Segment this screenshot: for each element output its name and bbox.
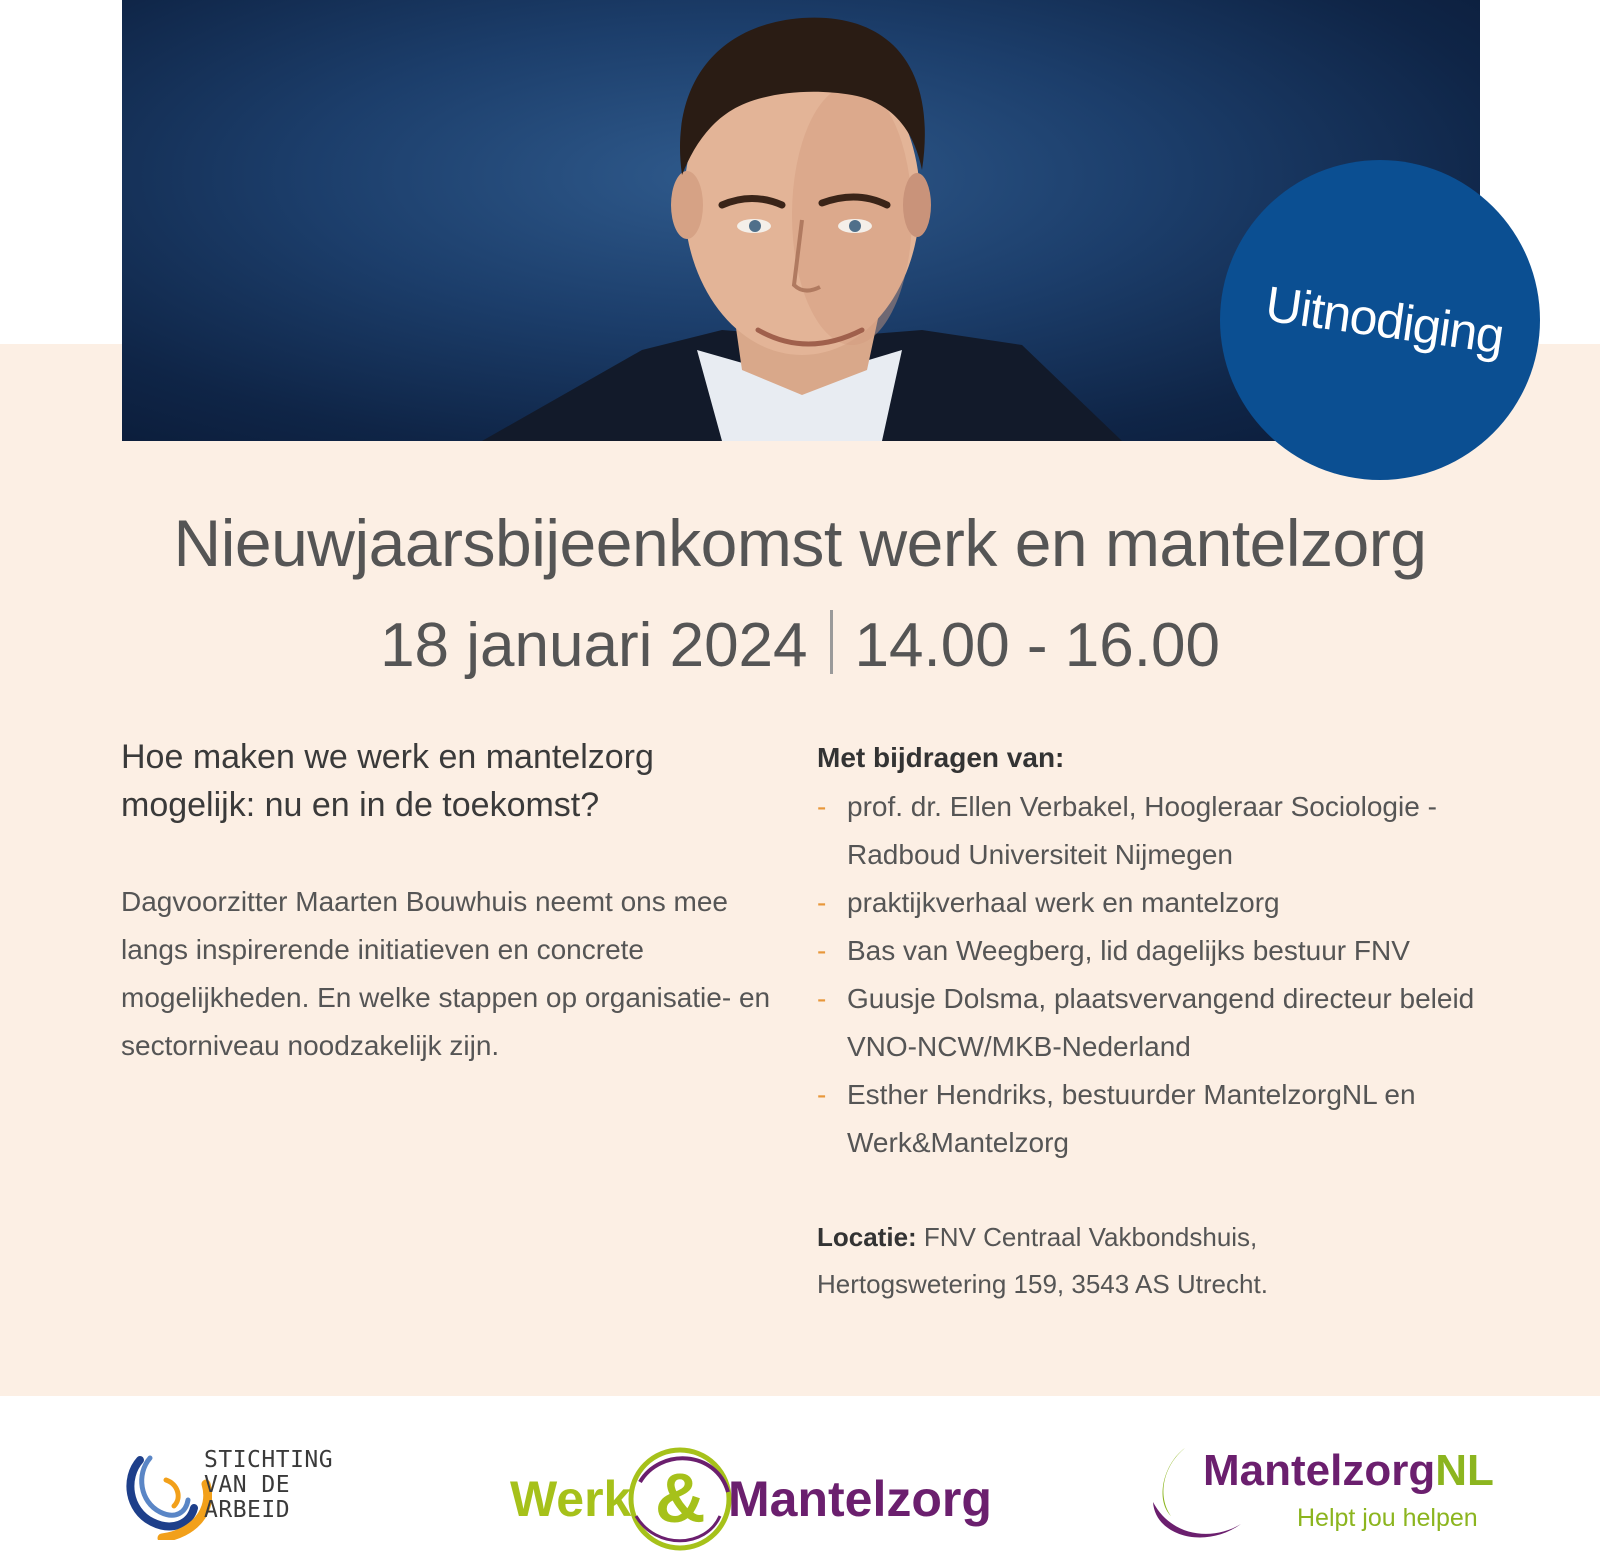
date-time-divider bbox=[830, 610, 833, 674]
contributions-list bbox=[817, 783, 1497, 1167]
stichting-line2: VAN DE ARBEID bbox=[204, 1472, 291, 1523]
contributions-section bbox=[817, 737, 1497, 1167]
lead-question: Hoe maken we werk en mantelzorg mogelijk: nu en in de toekomst? bbox=[121, 738, 654, 824]
location-label: Locatie: bbox=[817, 1222, 917, 1252]
event-date: 18 januari 2024 bbox=[380, 611, 808, 680]
contributor-text: prof. dr. Ellen Verbakel, Hoogleraar Sociologie - Radboud Universiteit Nijmegen bbox=[847, 791, 1437, 870]
event-time: 14.00 - 16.00 bbox=[854, 611, 1220, 680]
contributor-text: Guusje Dolsma, plaatsvervangend directeur beleid VNO-NCW/MKB-Nederland bbox=[847, 983, 1475, 1062]
contributor-text: Bas van Weegberg, lid dagelijks bestuur FNV bbox=[847, 935, 1410, 966]
stichting-line1: STICHTING bbox=[204, 1447, 334, 1473]
badge-text: Uitnodiging bbox=[1262, 275, 1508, 365]
bullet-dash: - bbox=[817, 791, 827, 822]
invitation-badge bbox=[1220, 160, 1540, 480]
stichting-swirl-icon bbox=[122, 1440, 212, 1540]
contributions-heading: Met bijdragen van: bbox=[817, 742, 1065, 773]
ampersand: & bbox=[655, 1459, 706, 1537]
list-item bbox=[817, 1071, 1497, 1167]
stichting-van-de-arbeid-logo bbox=[122, 1440, 372, 1540]
mantelzorg-word: Mantelzorg bbox=[728, 1471, 992, 1527]
werk-word: Werk bbox=[510, 1471, 632, 1527]
list-item bbox=[817, 975, 1497, 1071]
location-block bbox=[817, 1214, 1497, 1308]
location-line2: Hertogswetering 159, 3543 AS Utrecht. bbox=[817, 1269, 1268, 1299]
intro-paragraph: Dagvoorzitter Maarten Bouwhuis neemt ons mee langs inspirerende initiatieven en concrete mogelijkheden. En welke stappen op organisatie- en sectorniveau noodzakelijk zijn. bbox=[121, 886, 771, 1061]
mznl-tagline: Helpt jou helpen bbox=[1297, 1504, 1478, 1532]
contributor-text: Esther Hendriks, bestuurder MantelzorgNL en Werk&Mantelzorg bbox=[847, 1079, 1416, 1158]
bullet-dash: - bbox=[817, 935, 827, 966]
werk-en-mantelzorg-logo bbox=[510, 1444, 992, 1552]
list-item bbox=[817, 879, 1497, 927]
bullet-dash: - bbox=[817, 1079, 827, 1110]
mantelzorgnl-logo bbox=[1145, 1440, 1494, 1550]
event-datetime bbox=[0, 610, 1600, 681]
location-line1: FNV Centraal Vakbondshuis, bbox=[923, 1222, 1258, 1252]
mznl-name: Mantelzorg bbox=[1203, 1446, 1436, 1495]
event-title: Nieuwjaarsbijeenkomst werk en mantelzorg bbox=[173, 506, 1427, 580]
list-item bbox=[817, 783, 1497, 879]
mznl-suffix: NL bbox=[1435, 1446, 1494, 1495]
bullet-dash: - bbox=[817, 983, 827, 1014]
bullet-dash: - bbox=[817, 887, 827, 918]
contributor-text: praktijkverhaal werk en mantelzorg bbox=[847, 887, 1280, 918]
list-item bbox=[817, 927, 1497, 975]
